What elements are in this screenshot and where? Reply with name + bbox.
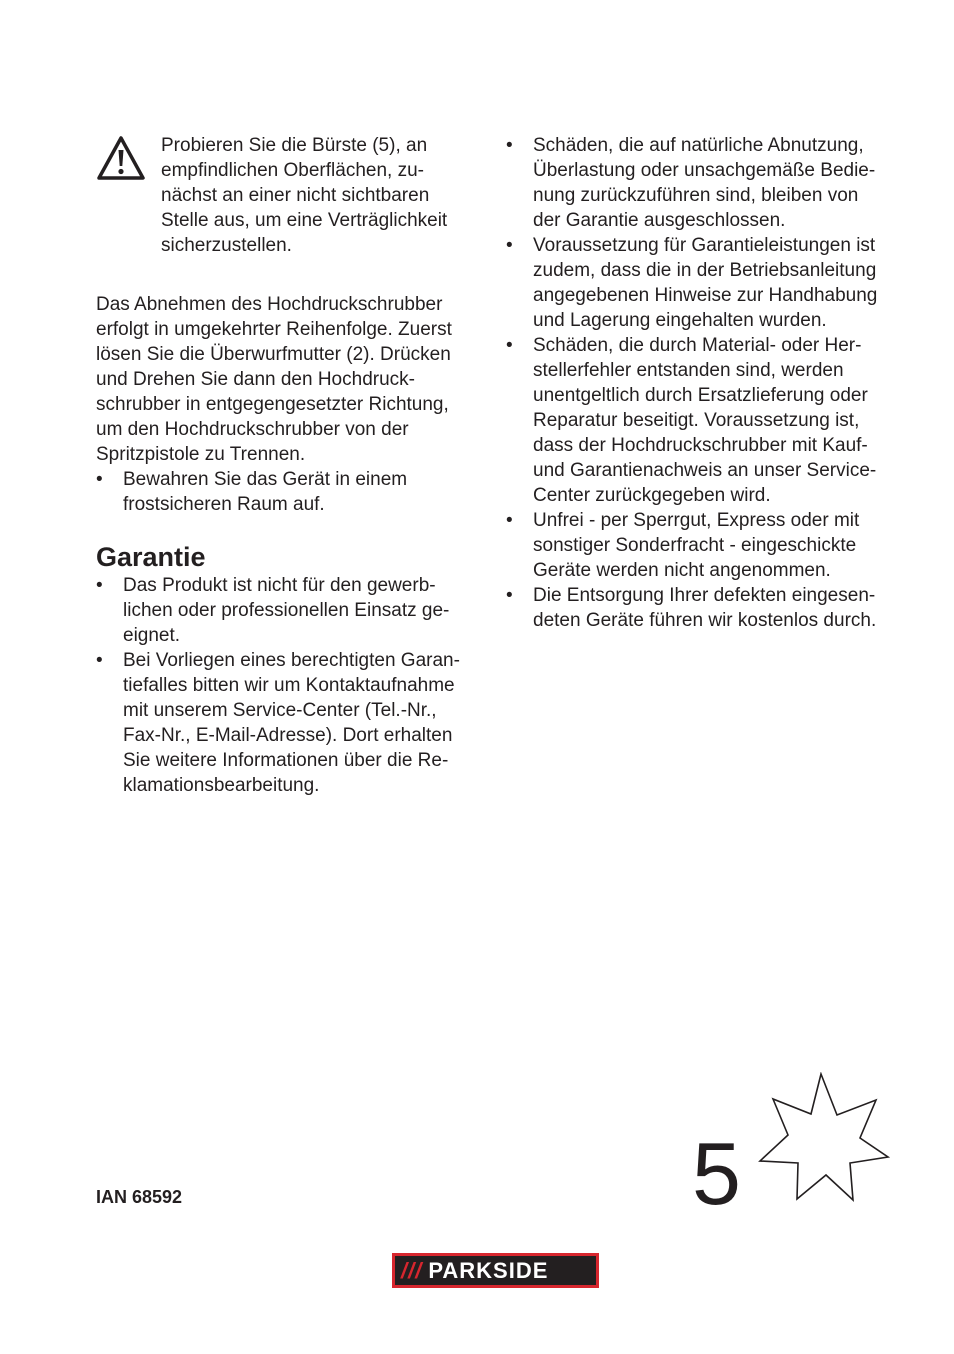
list-line: unentgeltlich durch Ersatzlieferung oder bbox=[533, 385, 868, 406]
guarantee-list bbox=[96, 573, 488, 798]
list-line: tiefalles bitten wir um Kontaktaufnahme bbox=[123, 675, 455, 696]
list-line: zudem, dass die in der Betriebsanleitung bbox=[533, 260, 877, 281]
list-line: eignet. bbox=[123, 625, 181, 646]
list-item bbox=[506, 583, 898, 633]
list-line: Unfrei - per Sperrgut, Express oder mit bbox=[533, 510, 860, 531]
list-line: deten Geräte führen wir kostenlos durch. bbox=[533, 610, 877, 631]
storage-list bbox=[96, 467, 488, 517]
warning-text bbox=[161, 133, 491, 258]
logo-wordmark: PARKSIDE bbox=[428, 1258, 549, 1283]
list-line: Center zurückgegeben wird. bbox=[533, 485, 771, 506]
list-line: Die Entsorgung Ihrer defekten eingesen- bbox=[533, 585, 876, 606]
paragraph-line: lösen Sie die Überwurfmutter (2). Drücken bbox=[96, 344, 451, 365]
list-item bbox=[506, 508, 898, 583]
list-line: Schäden, die auf natürliche Abnutzung, bbox=[533, 135, 864, 156]
ian-number: IAN 68592 bbox=[96, 1187, 183, 1207]
bullet-dot: • bbox=[506, 135, 513, 156]
list-line: nung zurückzuführen sind, bleiben von bbox=[533, 185, 859, 206]
warning-line: Probieren Sie die Bürste (5), an bbox=[161, 135, 428, 156]
paragraph-line: und Drehen Sie dann den Hochdruck- bbox=[96, 369, 415, 390]
list-item bbox=[506, 233, 898, 333]
removal-paragraph bbox=[96, 292, 488, 467]
bullet-dot: • bbox=[96, 650, 103, 671]
list-line: Überlastung oder unsachgemäße Bedie- bbox=[533, 160, 876, 181]
list-line: und Lagerung eingehalten wurden. bbox=[533, 310, 827, 331]
star-outline-icon bbox=[756, 1072, 890, 1202]
list-line: angegebenen Hinweise zur Handhabung bbox=[533, 285, 878, 306]
list-line: der Garantie ausgeschlossen. bbox=[533, 210, 786, 231]
paragraph-line: erfolgt in umgekehrter Reihenfolge. Zuerst bbox=[96, 319, 452, 340]
warning-triangle-icon bbox=[96, 135, 146, 181]
list-line: Bei Vorliegen eines berechtigten Garan- bbox=[123, 650, 460, 671]
page-number: 5 bbox=[692, 1124, 741, 1223]
warning-line: nächst an einer nicht sichtbaren bbox=[161, 185, 430, 206]
warning-line: empfindlichen Oberflächen, zu- bbox=[161, 160, 424, 181]
list-line: mit unserem Service-Center (Tel.-Nr., bbox=[123, 700, 437, 721]
list-line: Sie weitere Informationen über die Re- bbox=[123, 750, 449, 771]
left-column bbox=[96, 133, 488, 798]
list-line: klamationsbearbeitung. bbox=[123, 775, 320, 796]
list-item bbox=[506, 333, 898, 508]
list-line: Schäden, die durch Material- oder Her- bbox=[533, 335, 862, 356]
list-item bbox=[96, 573, 488, 648]
list-line: Voraussetzung für Garantieleistungen ist bbox=[533, 235, 876, 256]
warning-line: Stelle aus, um eine Verträglichkeit bbox=[161, 210, 448, 231]
right-column bbox=[506, 133, 898, 633]
warning-block bbox=[96, 133, 488, 258]
list-item bbox=[96, 648, 488, 798]
list-line: frostsicheren Raum auf. bbox=[123, 494, 325, 515]
list-line: Bewahren Sie das Gerät in einem bbox=[123, 469, 408, 490]
brand-logo-inner bbox=[395, 1256, 596, 1285]
guarantee-conditions-list bbox=[506, 133, 898, 633]
list-line: Geräte werden nicht angenommen. bbox=[533, 560, 831, 581]
list-item bbox=[96, 467, 488, 517]
brand-logo bbox=[392, 1253, 599, 1288]
list-line: lichen oder professionellen Einsatz ge- bbox=[123, 600, 450, 621]
list-line: sonstiger Sonderfracht - eingeschickte bbox=[533, 535, 857, 556]
bullet-dot: • bbox=[96, 575, 103, 596]
paragraph-line: Das Abnehmen des Hochdruckschrubber bbox=[96, 294, 443, 315]
logo-slashes: /// bbox=[401, 1258, 423, 1283]
list-line: und Garantienachweis an unser Service- bbox=[533, 460, 877, 481]
list-line: dass der Hochdruckschrubber mit Kauf- bbox=[533, 435, 868, 456]
list-line: Fax-Nr., E-Mail-Adresse). Dort erhalten bbox=[123, 725, 453, 746]
bullet-dot: • bbox=[506, 510, 513, 531]
bullet-dot: • bbox=[506, 585, 513, 606]
bullet-dot: • bbox=[506, 235, 513, 256]
list-line: Das Produkt ist nicht für den gewerb- bbox=[123, 575, 436, 596]
paragraph-line: um den Hochdruckschrubber von der bbox=[96, 419, 409, 440]
bullet-dot: • bbox=[96, 469, 103, 490]
bullet-dot: • bbox=[506, 335, 513, 356]
paragraph-line: schrubber in entgegengesetzter Richtung, bbox=[96, 394, 449, 415]
list-item bbox=[506, 133, 898, 233]
list-line: Reparatur beseitigt. Voraussetzung ist, bbox=[533, 410, 860, 431]
paragraph-line: Spritzpistole zu Trennen. bbox=[96, 444, 306, 465]
warning-line: sicherzustellen. bbox=[161, 235, 292, 256]
section-heading-garantie: Garantie bbox=[96, 542, 206, 572]
list-line: stellerfehler entstanden sind, werden bbox=[533, 360, 844, 381]
